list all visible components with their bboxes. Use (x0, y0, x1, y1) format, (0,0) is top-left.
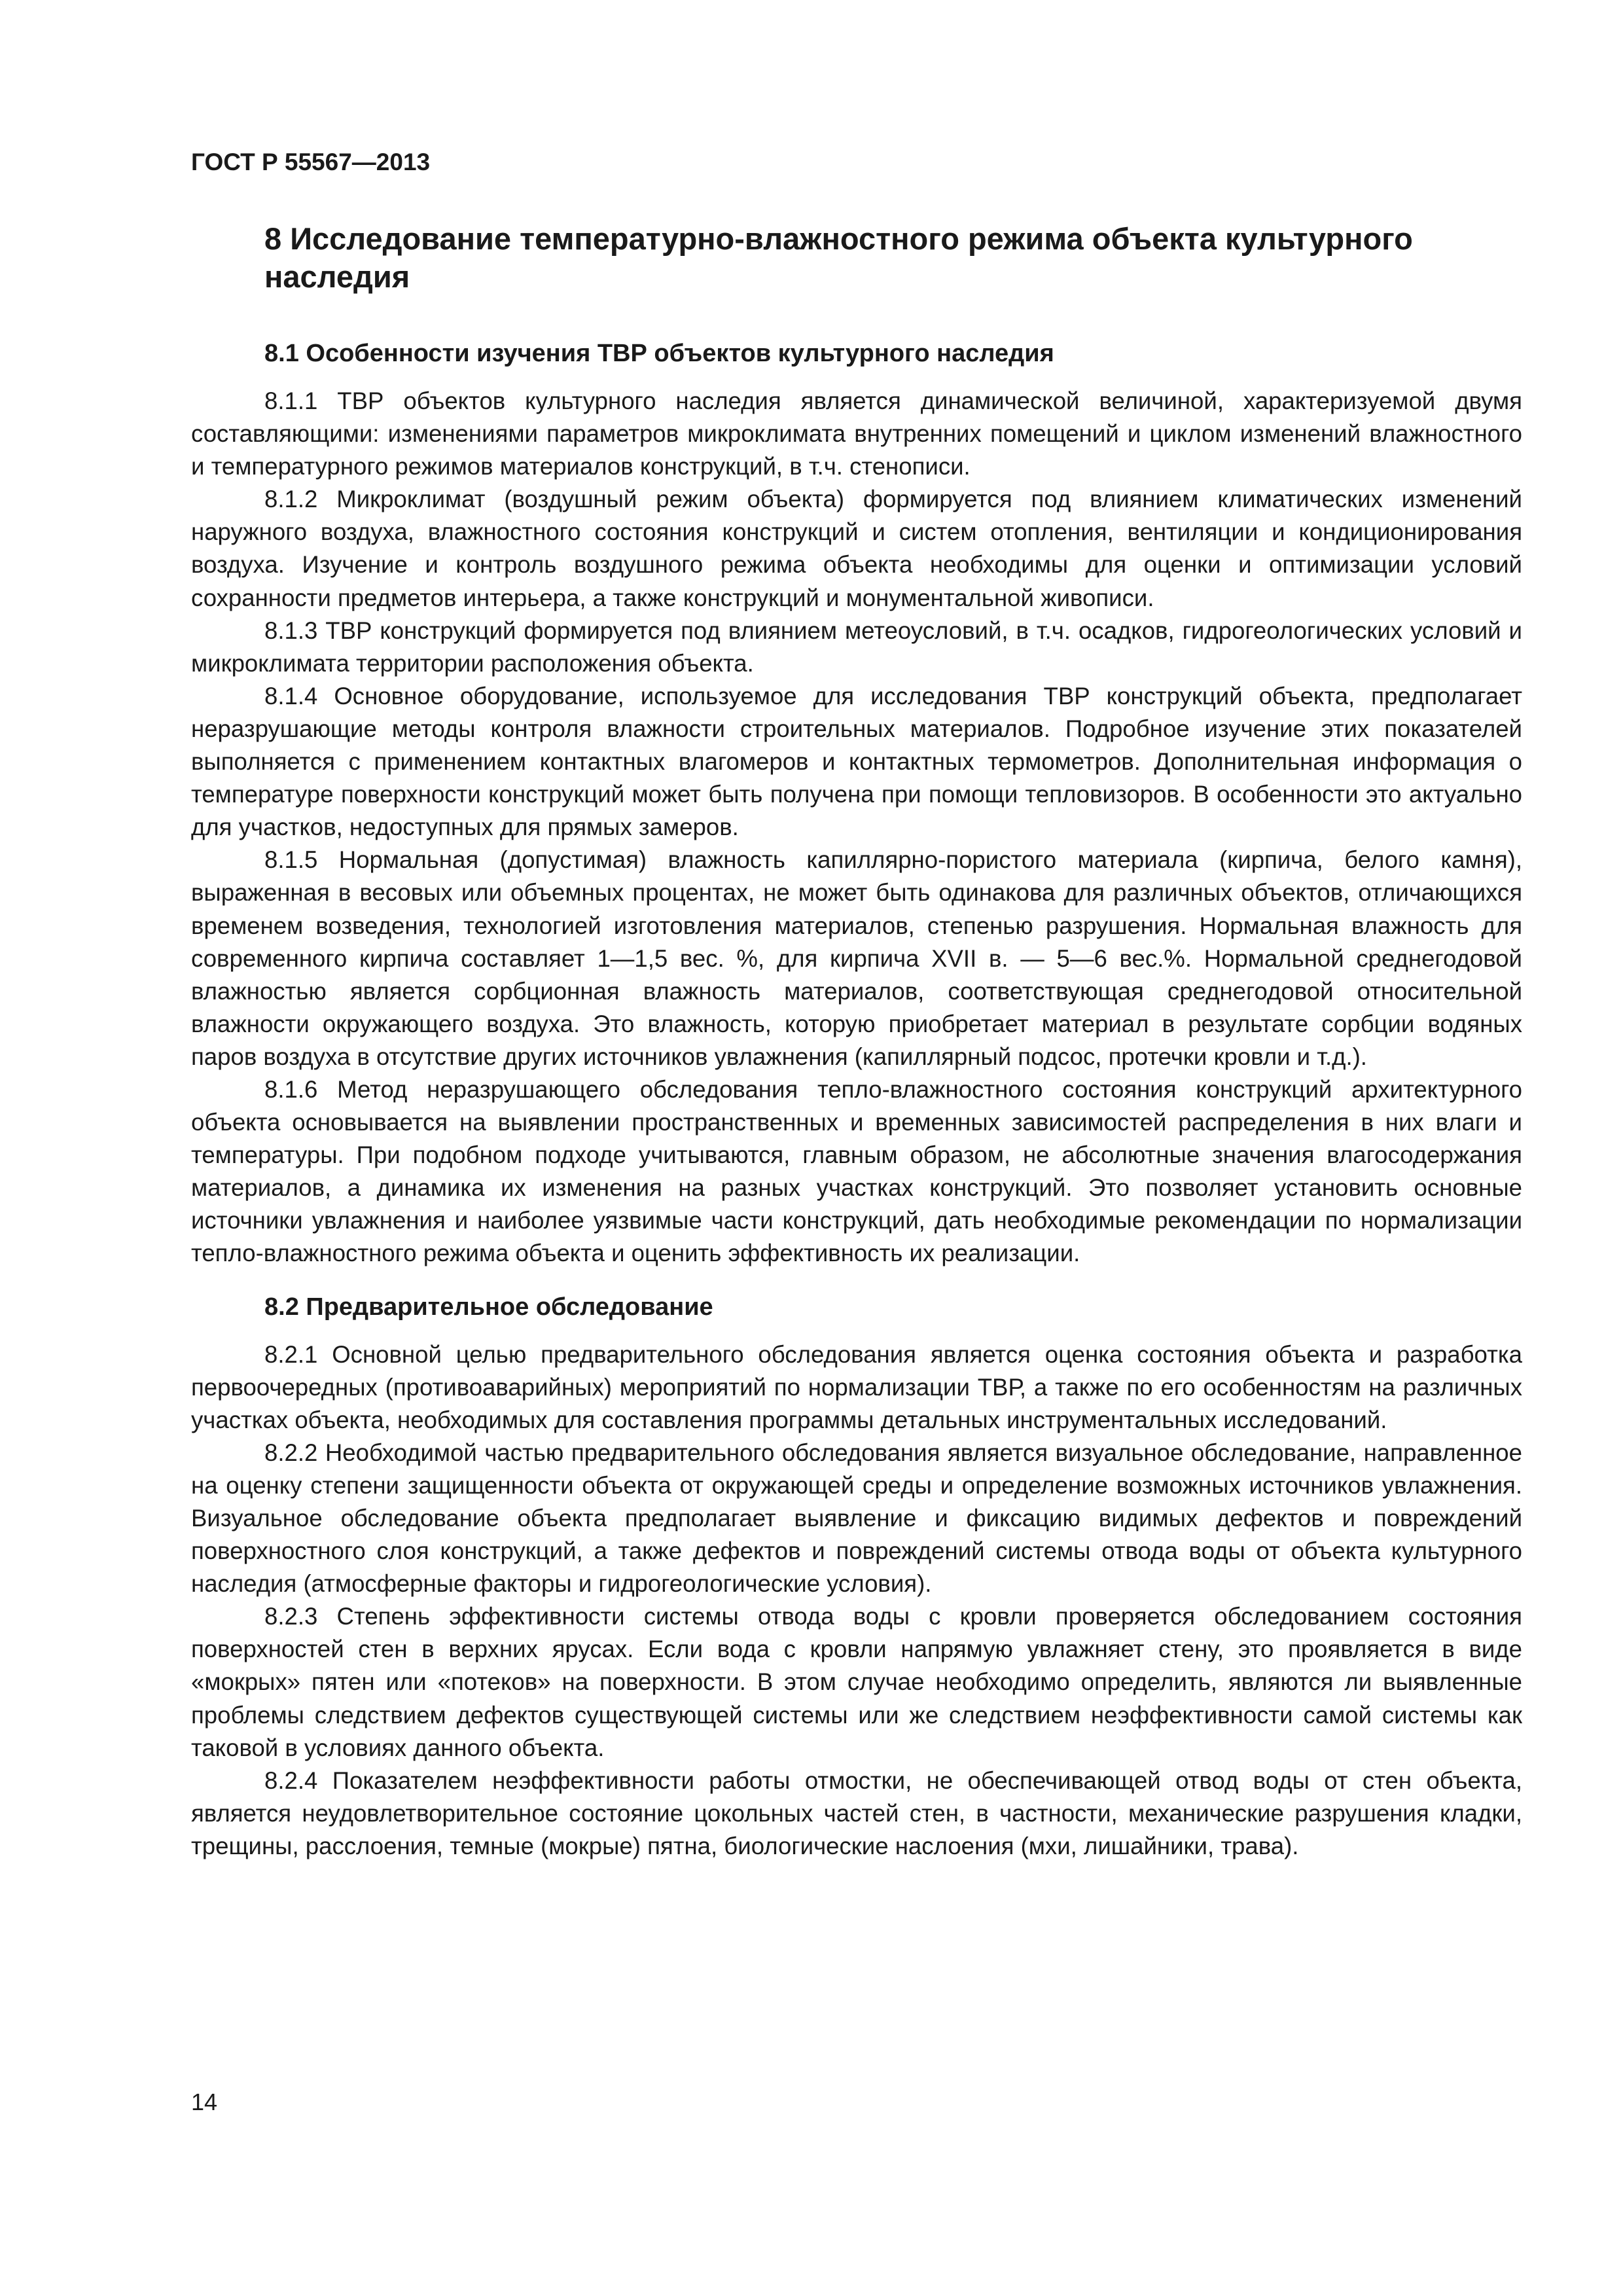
paragraph-8-1-1: 8.1.1 ТВР объектов культурного наследия является динамической величиной, характеризуемой двумя составляющими: изменениями параметров микроклимата внутренних помещений и циклом изменений влажностного и температурного режимов материалов конструкций, в т.ч. стенописи. (191, 387, 1522, 480)
section-8-title: 8 Исследование температурно-влажностного режима объекта культурного наследия (264, 221, 1413, 294)
paragraph-8-2-4: 8.2.4 Показателем неэффективности работы отмостки, не обеспечивающей отвод воды от стен объекта, является неудовлетворительное состояние цокольных частей стен, в частности, механические разрушения кладки, трещины, расслоения, темные (мокрые) пятна, биологические наслоения (мхи, лишайники, трава). (191, 1767, 1522, 1859)
paragraph-8-2-3: 8.2.3 Степень эффективности системы отвода воды с кровли проверяется обследованием состояния поверхностей стен в верхних ярусах. Если вода с кровли напрямую увлажняет стену, это проявляется в виде «мокрых» пятен или «потеков» на поверхности. В этом случае необходимо определить, являются ли выявленные проблемы следствием дефектов существующей системы или же следствием неэффективности самой системы как таковой в условиях данного объекта. (191, 1603, 1522, 1761)
paragraph-8-2-1: 8.2.1 Основной целью предварительного обследования является оценка состояния объекта и разработка первоочередных (противоаварийных) мероприятий по нормализации ТВР, а также по его особенностям на различных участках объекта, необходимых для составления программы детальных инструментальных исследований. (191, 1340, 1522, 1433)
paragraph-8-1-6: 8.1.6 Метод неразрушающего обследования тепло-влажностного состояния конструкций архитектурного объекта основывается на выявлении пространственных и временных зависимостей распределения в них влаги и температуры. При подобном подходе учитываются, главным образом, не абсолютные значения влагосодержания материалов, а динамика их изменения на разных участках конструкций. Это позволяет установить основные источники увлажнения и наиболее уязвимые части конструкций, дать необходимые рекомендации по нормализации тепло-влажностного режима объекта и оценить эффективность их реализации. (191, 1075, 1522, 1267)
page-content (191, 220, 1522, 1863)
paragraph-8-1-3: 8.1.3 ТВР конструкций формируется под влиянием метеоусловий, в т.ч. осадков, гидрогеологических условий и микроклимата территории расположения объекта. (191, 617, 1522, 677)
paragraph-8-1-4: 8.1.4 Основное оборудование, используемое для исследования ТВР конструкций объекта, предполагает неразрушающие методы контроля влажности строительных материалов. Подробное изучение этих показателей выполняется с применением контактных влагомеров и контактных термометров. Дополнительная информация о температуре поверхности конструкций может быть получена при помощи тепловизоров. В особенности это актуально для участков, недоступных для прямых замеров. (191, 682, 1522, 841)
subsection-8-2-title: 8.2 Предварительное обследование (264, 1293, 713, 1321)
paragraph-8-2-2: 8.2.2 Необходимой частью предварительного обследования является визуальное обследование, направленное на оценку степени защищенности объекта от окружающей среды и определение возможных источников увлажнения. Визуальное обследование объекта предполагает выявление и фиксацию видимых дефектов и повреждений поверхностного слоя конструкций, а также дефектов и повреждений системы отвода воды от объекта культурного наследия (атмосферные факторы и гидрогеологические условия). (191, 1439, 1522, 1598)
paragraph-8-1-5: 8.1.5 Нормальная (допустимая) влажность капиллярно-пористого материала (кирпича, белого камня), выраженная в весовых или объемных процентах, не может быть одинакова для различных объектов, отличающихся временем возведения, технологией изготовления материалов, степенью разрушения. Нормальная влажность для современного кирпича составляет 1—1,5 вес. %, для кирпича XVII в. — 5—6 вес.%. Нормальной среднегодовой влажностью является сорбционная влажность материалов, соответствующая среднегодовой относительной влажности окружающего воздуха. Это влажность, которую приобретает материал в результате сорбции водяных паров воздуха в отсутствие других источников увлажнения (капиллярный подсос, протечки кровли и т.д.). (191, 846, 1522, 1070)
page-number: 14 (191, 2089, 218, 2115)
standard-code-header: ГОСТ Р 55567—2013 (191, 149, 431, 175)
paragraph-8-1-2: 8.1.2 Микроклимат (воздушный режим объекта) формируется под влиянием климатических изменений наружного воздуха, влажностного состояния конструкций и систем отопления, вентиляции и кондиционирования воздуха. Изучение и контроль воздушного режима объекта необходимы для оценки и оптимизации условий сохранности предметов интерьера, а также конструкций и монументальной живописи. (191, 486, 1522, 611)
subsection-8-1-title: 8.1 Особенности изучения ТВР объектов культурного наследия (264, 340, 1054, 367)
